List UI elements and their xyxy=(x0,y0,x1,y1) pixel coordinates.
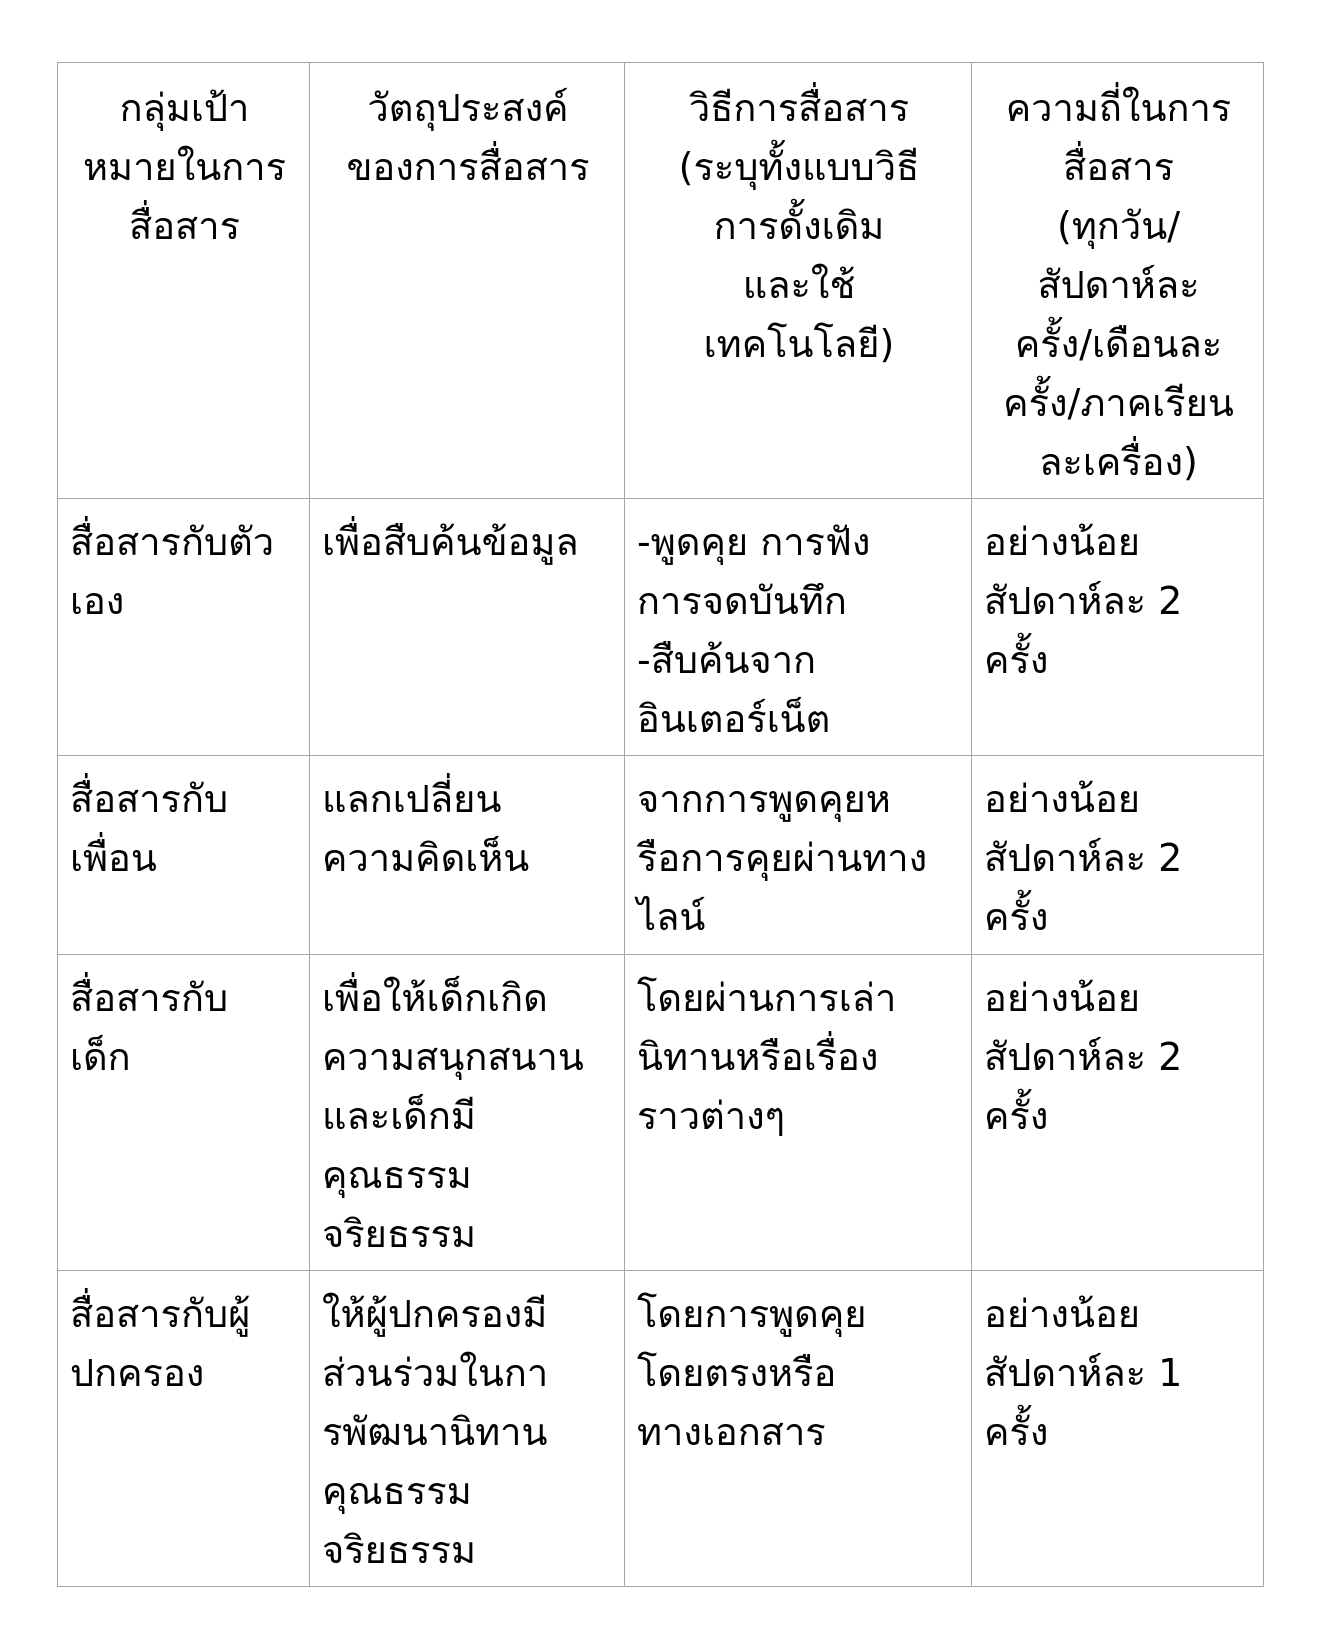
cell-target-group: สื่อสารกับ เพื่อน xyxy=(58,756,310,955)
cell-objective: เพื่อสืบค้นข้อมูล xyxy=(310,499,625,756)
cell-target-group: สื่อสารกับ เด็ก xyxy=(58,955,310,1271)
cell-target-group: สื่อสารกับตัว เอง xyxy=(58,499,310,756)
cell-method: โดยผ่านการเล่า นิทานหรือเรื่อง ราวต่างๆ xyxy=(625,955,972,1271)
table-row xyxy=(58,499,1264,756)
cell-objective: แลกเปลี่ยน ความคิดเห็น xyxy=(310,756,625,955)
cell-frequency: อย่างน้อย สัปดาห์ละ 2 ครั้ง xyxy=(972,499,1264,756)
cell-objective: ให้ผู้ปกครองมี ส่วนร่วมในกา รพัฒนานิทาน คุณธรรม จริยธรรม xyxy=(310,1271,625,1587)
cell-method: -พูดคุย การฟัง การจดบันทึก -สืบค้นจาก อินเตอร์เน็ต xyxy=(625,499,972,756)
cell-frequency: อย่างน้อย สัปดาห์ละ 2 ครั้ง xyxy=(972,955,1264,1271)
cell-frequency: อย่างน้อย สัปดาห์ละ 2 ครั้ง xyxy=(972,756,1264,955)
communication-plan-table xyxy=(57,62,1264,1587)
header-target-group: กลุ่มเป้า หมายในการ สื่อสาร xyxy=(58,63,310,499)
table-row xyxy=(58,1271,1264,1587)
header-frequency: ความถี่ในการ สื่อสาร (ทุกวัน/ สัปดาห์ละ ครั้ง/เดือนละ ครั้ง/ภาคเรียน ละเครื่อง) xyxy=(972,63,1264,499)
table-header-row xyxy=(58,63,1264,499)
cell-target-group: สื่อสารกับผู้ ปกครอง xyxy=(58,1271,310,1587)
cell-method: โดยการพูดคุย โดยตรงหรือ ทางเอกสาร xyxy=(625,1271,972,1587)
cell-frequency: อย่างน้อย สัปดาห์ละ 1 ครั้ง xyxy=(972,1271,1264,1587)
header-objective: วัตถุประสงค์ ของการสื่อสาร xyxy=(310,63,625,499)
cell-objective: เพื่อให้เด็กเกิด ความสนุกสนาน และเด็กมี คุณธรรม จริยธรรม xyxy=(310,955,625,1271)
cell-method: จากการพูดคุยห รือการคุยผ่านทาง ไลน์ xyxy=(625,756,972,955)
table-row xyxy=(58,955,1264,1271)
header-method: วิธีการสื่อสาร (ระบุทั้งแบบวิธี การดั้งเดิม และใช้ เทคโนโลยี) xyxy=(625,63,972,499)
table-row xyxy=(58,756,1264,955)
